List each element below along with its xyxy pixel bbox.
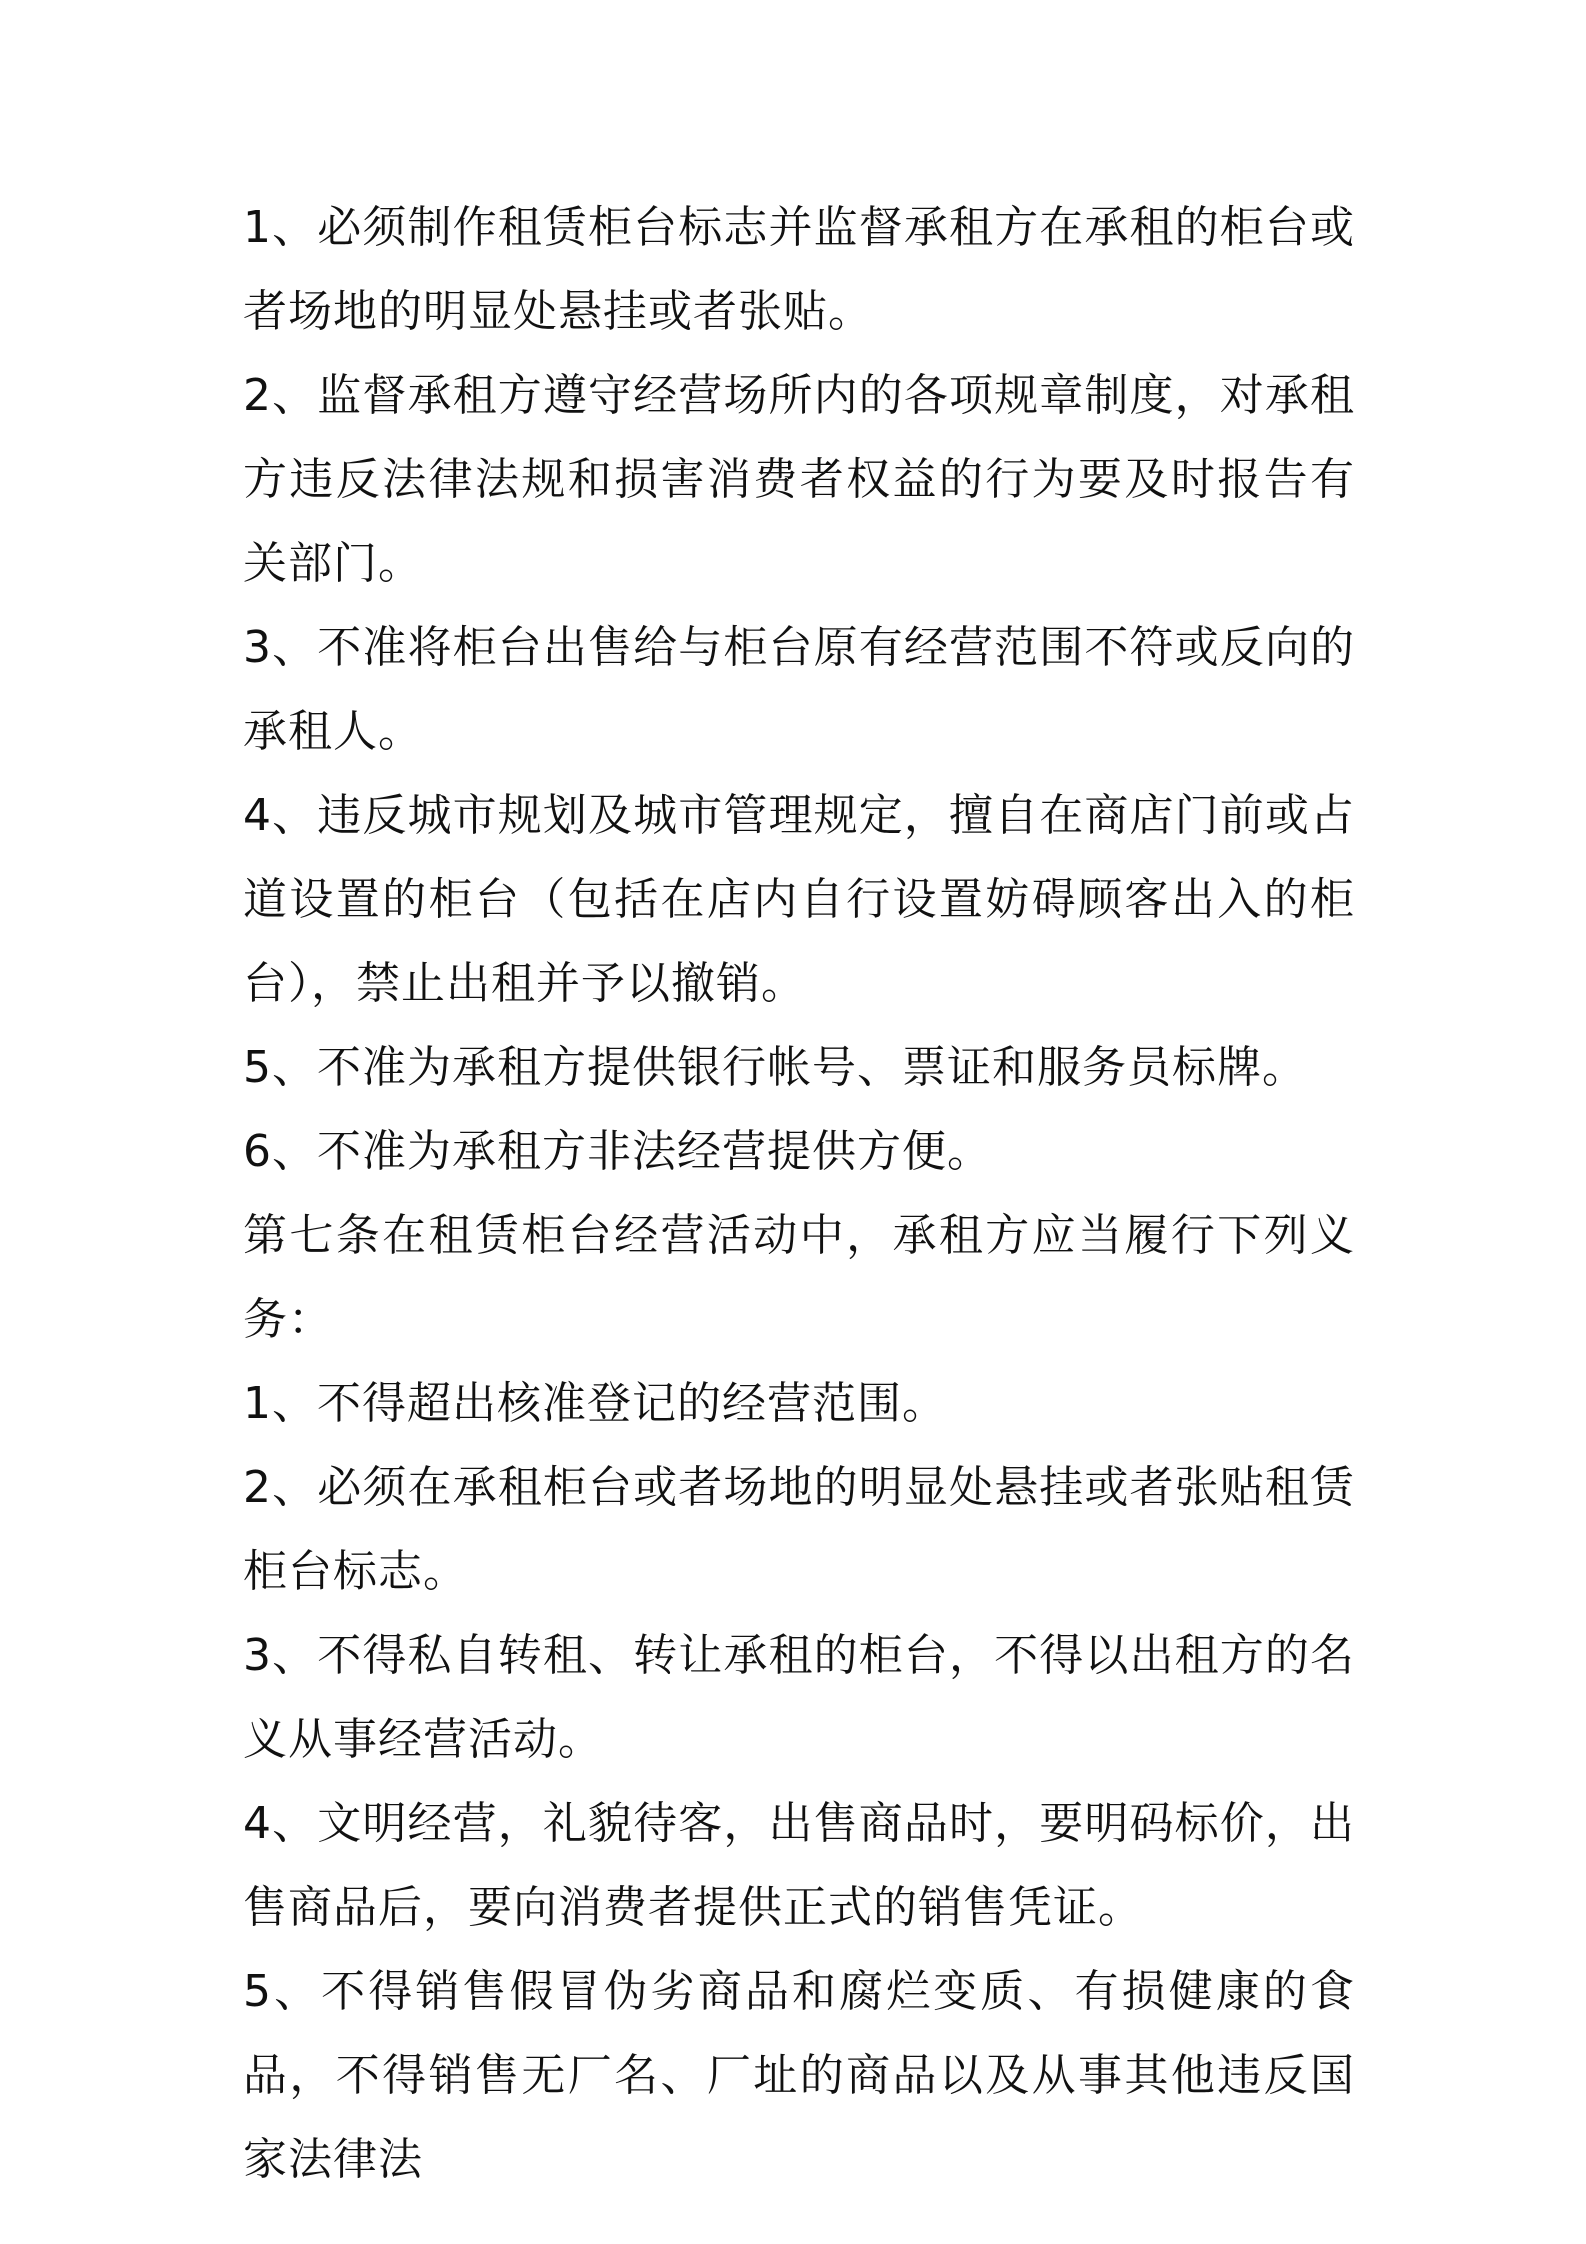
article-seven-heading: 第七条在租赁柜台经营活动中，承租方应当履行下列义务： <box>243 1210 1355 1345</box>
paragraph-lessee-3: 3、不得私自转租、转让承租的柜台，不得以出租方的名义从事经营活动。 <box>243 1630 1355 1765</box>
paragraph-lessee-5: 5、不得销售假冒伪劣商品和腐烂变质、有损健康的食品，不得销售无厂名、厂址的商品以及从事其他违反国家法律法 <box>243 1966 1355 2185</box>
paragraph-lessor-3: 3、不准将柜台出售给与柜台原有经营范围不符或反向的承租人。 <box>243 622 1355 757</box>
paragraph-lessor-1: 1、必须制作租赁柜台标志并监督承租方在承租的柜台或者场地的明显处悬挂或者张贴。 <box>243 202 1355 337</box>
paragraph-lessor-2: 2、监督承租方遵守经营场所内的各项规章制度，对承租方违反法律法规和损害消费者权益的行为要及时报告有关部门。 <box>243 370 1355 589</box>
paragraph-lessee-4: 4、文明经营，礼貌待客，出售商品时，要明码标价，出售商品后，要向消费者提供正式的销售凭证。 <box>243 1798 1355 1933</box>
paragraph-lessor-4: 4、违反城市规划及城市管理规定，擅自在商店门前或占道设置的柜台（包括在店内自行设置妨碍顾客出入的柜台），禁止出租并予以撤销。 <box>243 790 1355 1009</box>
paragraph-lessor-6: 6、不准为承租方非法经营提供方便。 <box>243 1126 992 1177</box>
paragraph-lessee-2: 2、必须在承租柜台或者场地的明显处悬挂或者张贴租赁柜台标志。 <box>243 1462 1355 1597</box>
document-body <box>243 186 1355 2202</box>
paragraph-lessor-5: 5、不准为承租方提供银行帐号、票证和服务员标牌。 <box>243 1042 1307 1093</box>
paragraph-lessee-1: 1、不得超出核准登记的经营范围。 <box>243 1378 947 1429</box>
